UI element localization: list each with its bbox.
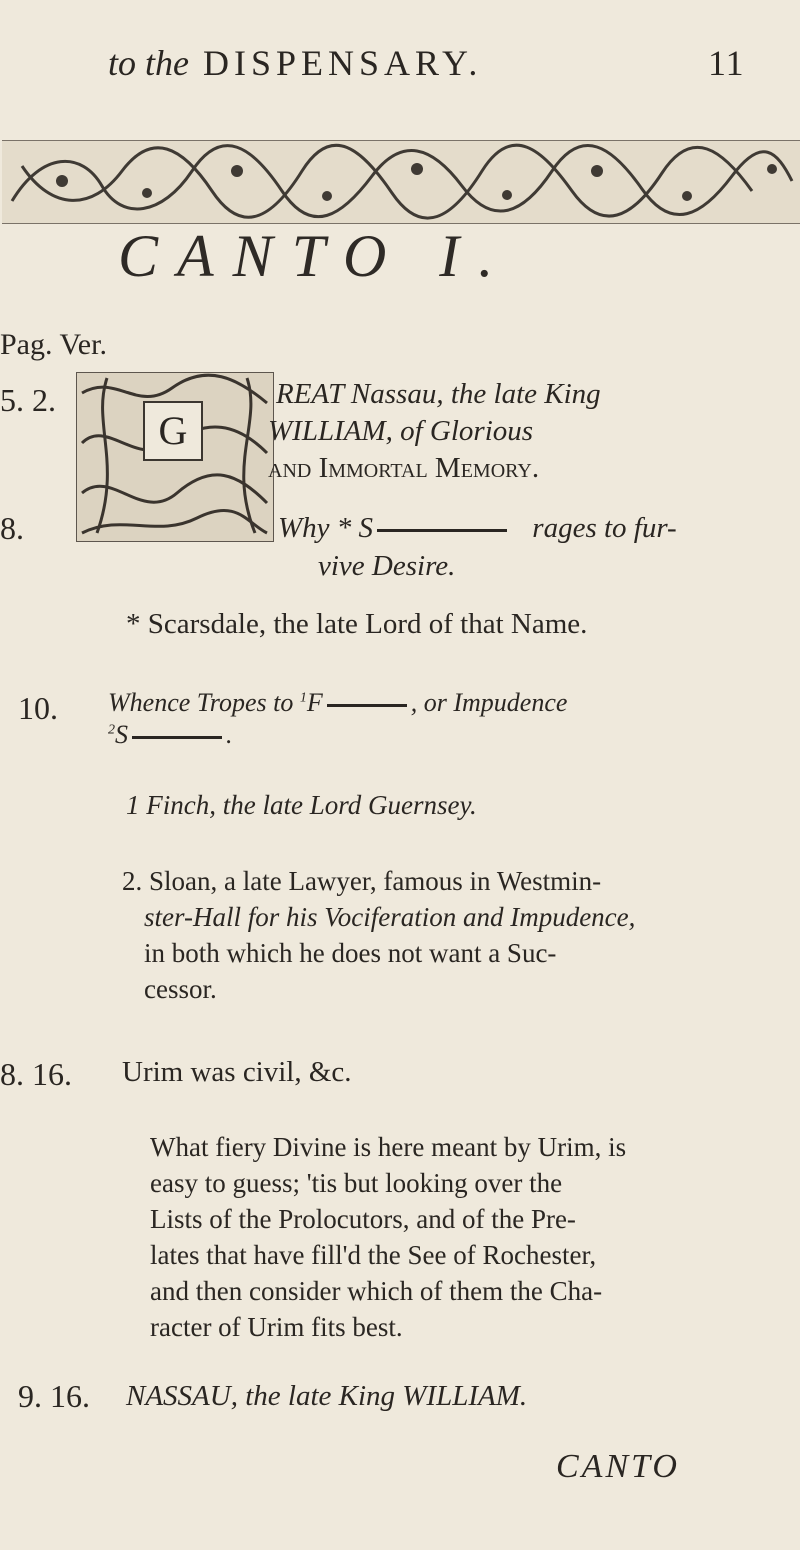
note-4-line-2 bbox=[108, 720, 233, 750]
note-4-text-b: F bbox=[306, 688, 323, 717]
drop-cap-letter: G bbox=[143, 401, 203, 461]
decorative-headpiece bbox=[2, 140, 800, 224]
note-5: 1 Finch, the late Lord Guernsey. bbox=[126, 790, 477, 820]
note-3: * Scarsdale, the late Lord of that Name. bbox=[126, 608, 588, 640]
note-2-line-2: vive Desire. bbox=[318, 550, 456, 582]
note-8-line-1: What fiery Divine is here meant by Urim, is bbox=[150, 1132, 627, 1162]
note-ref-7: 8. 16. bbox=[0, 1056, 72, 1092]
note-4-text-d: S bbox=[115, 720, 128, 749]
note-ref-1: 5. 2. bbox=[0, 382, 56, 418]
note-9: NASSAU, the late King WILLIAM. bbox=[126, 1380, 528, 1412]
note-2-text-a: Why * S bbox=[278, 512, 374, 544]
note-7: Urim was civil, &c. bbox=[122, 1056, 352, 1088]
note-2-text-b: rages to fur- bbox=[532, 512, 677, 544]
note-1-line-1: REAT Nassau, the late King bbox=[276, 378, 601, 410]
note-8-line-6: racter of Urim fits best. bbox=[150, 1312, 403, 1342]
running-head-prefix: to the bbox=[108, 43, 189, 83]
note-1-line-2 bbox=[268, 415, 533, 448]
note-8-line-5: and then consider which of them the Cha- bbox=[150, 1276, 603, 1306]
note-8-line-3: Lists of the Prolocutors, and of the Pre- bbox=[150, 1204, 576, 1234]
note-6-line-1: 2. Sloan, a late Lawyer, famous in Westmin- bbox=[122, 866, 602, 896]
note-1-line-3: and Immortal Memory. bbox=[268, 452, 540, 484]
canto-title: CANTO I. bbox=[118, 223, 513, 289]
note-4-line-1 bbox=[108, 688, 567, 718]
dash-rule bbox=[327, 704, 407, 707]
note-4-text-a: Whence Tropes to bbox=[108, 688, 294, 717]
note-ref-2: 8. bbox=[0, 510, 24, 546]
note-6-line-2: ster-Hall for his Vociferation and Impudence, bbox=[144, 902, 636, 932]
note-4-sup-2: 2 bbox=[108, 722, 115, 738]
note-ref-4: 10. bbox=[18, 690, 58, 726]
column-headings: Pag. Ver. bbox=[0, 328, 107, 361]
page-number: 11 bbox=[708, 43, 745, 83]
note-6-line-4: cessor. bbox=[144, 974, 217, 1004]
note-2-line-1 bbox=[278, 512, 677, 545]
running-head-title: DISPENSARY. bbox=[202, 43, 483, 83]
note-1-line-2-text: WILLIAM, of Glorious bbox=[268, 415, 534, 447]
note-4-sup-1: 1 bbox=[299, 690, 307, 706]
running-head bbox=[108, 42, 798, 84]
note-8-line-2: easy to guess; 'tis but looking over the bbox=[150, 1168, 563, 1198]
note-4-text-c: , or Impudence bbox=[410, 688, 568, 717]
note-8-line-4: lates that have fill'd the See of Rochester, bbox=[150, 1240, 597, 1270]
drop-cap-ornament bbox=[76, 372, 274, 542]
dash-rule bbox=[377, 529, 507, 532]
dash-rule bbox=[132, 736, 222, 739]
note-4-text-e: . bbox=[226, 720, 233, 749]
catchword: CANTO bbox=[556, 1448, 680, 1485]
note-6-line-3: in both which he does not want a Suc- bbox=[144, 938, 557, 968]
note-ref-9: 9. 16. bbox=[18, 1378, 90, 1414]
